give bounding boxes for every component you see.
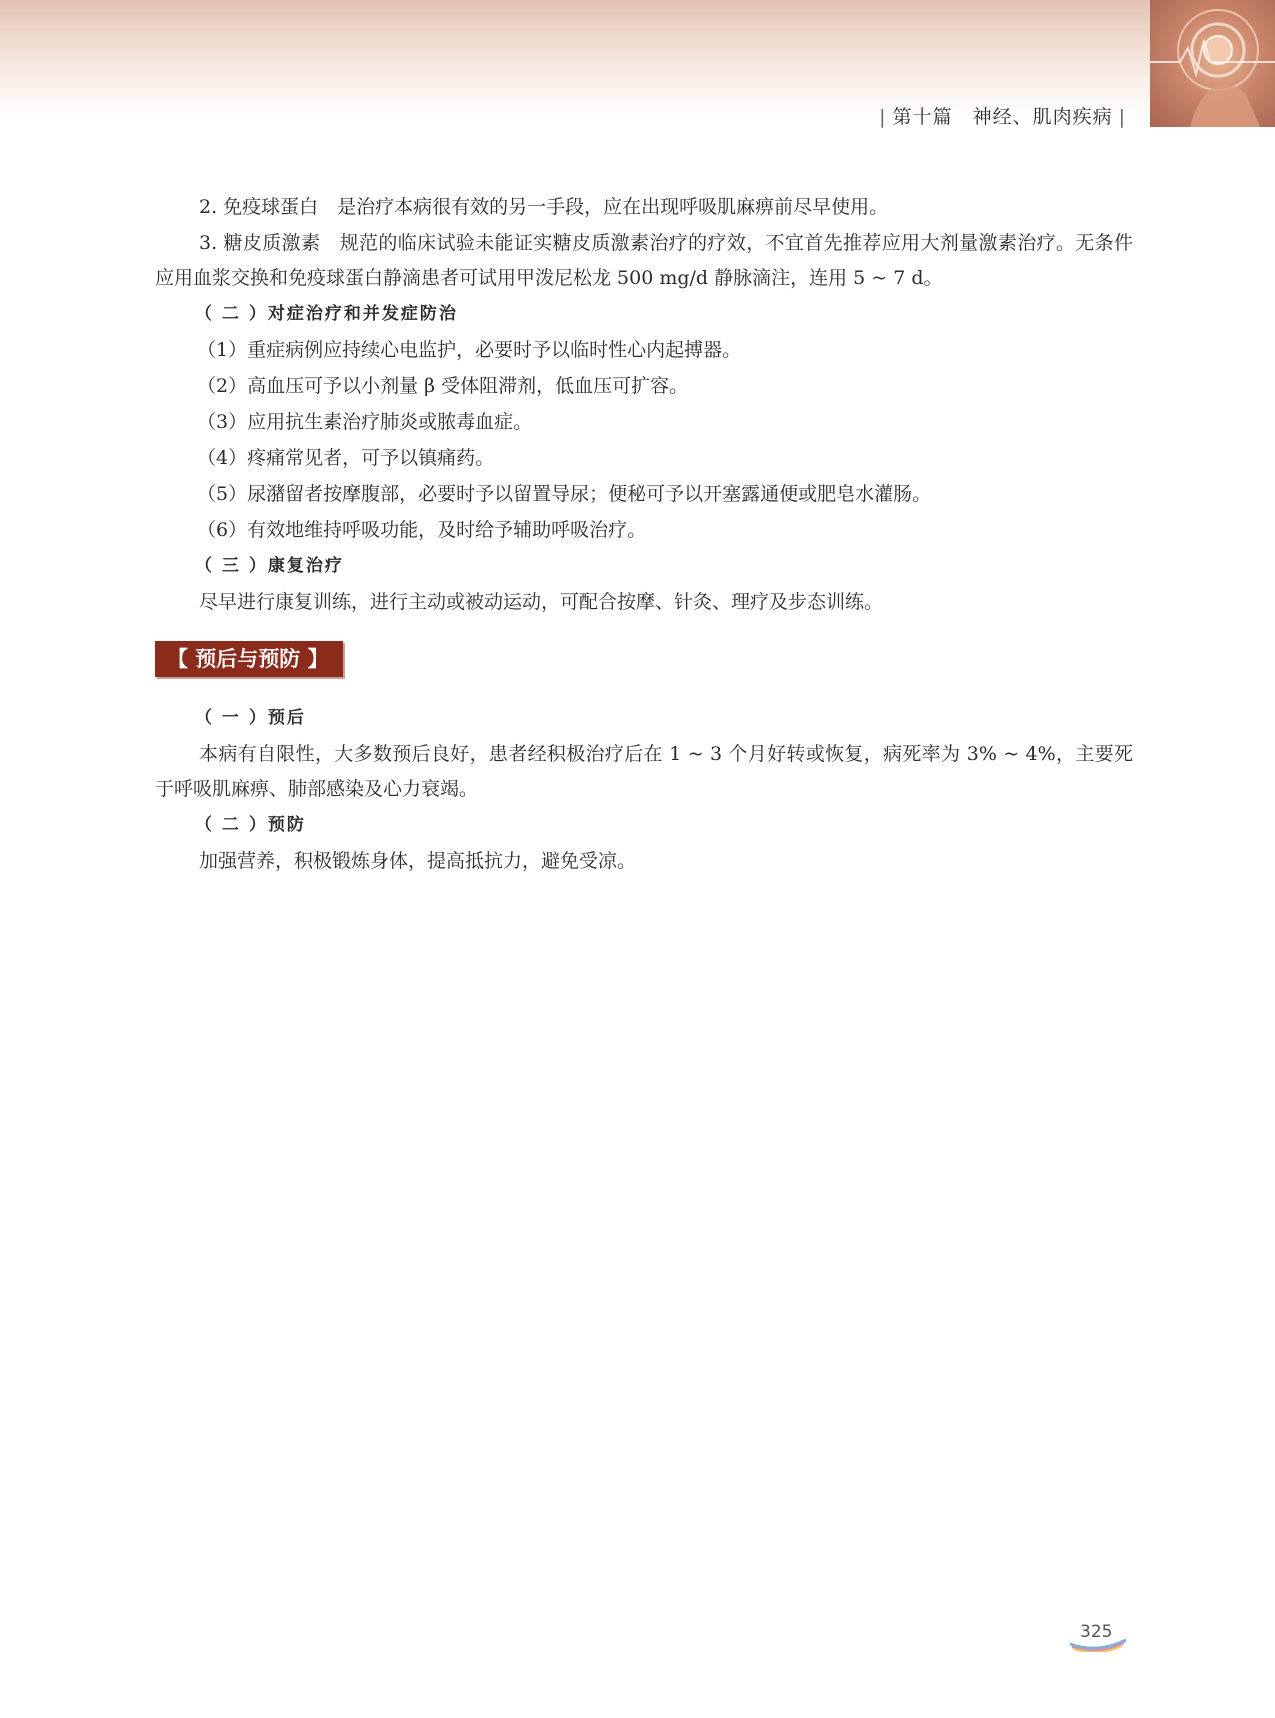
list-item: （6）有效地维持呼吸功能，及时给予辅助呼吸治疗。: [197, 519, 647, 541]
section-title-prognosis-prevention: 【 预后与预防 】: [155, 641, 343, 677]
stethoscope-heartbeat-image: [1150, 0, 1275, 127]
list-item: （5）尿潴留者按摩腹部，必要时予以留置导尿；便秘可予以开塞露通便或肥皂水灌肠。: [197, 483, 932, 505]
paragraph-corticosteroid: 3. 糖皮质激素 规范的临床试验未能证实糖皮质激素治疗的疗效，不宜首先推荐应用大剂量激素治疗。无条件应用血浆交换和免疫球蛋白静滴患者可试用甲泼尼松龙 500 mg/d 静脉滴注，连用 5 ~ 7 d。: [155, 232, 1133, 289]
list-item: （4）疼痛常见者，可予以镇痛药。: [197, 447, 495, 469]
page-content: [155, 190, 1133, 880]
paragraph-rehabilitation: 尽早进行康复训练，进行主动或被动运动，可配合按摩、针灸、理疗及步态训练。: [199, 591, 884, 613]
list-item: （3）应用抗生素治疗肺炎或脓毒血症。: [197, 411, 533, 433]
header-divider-right: |: [1118, 106, 1126, 128]
subheading-prognosis: （ 一 ）预后: [195, 708, 306, 728]
paragraph-prevention: 加强营养，积极锻炼身体，提高抵抗力，避免受凉。: [199, 850, 637, 872]
chapter-header: [873, 102, 1132, 129]
paragraph-prognosis: 本病有自限性，大多数预后良好，患者经积极治疗后在 1 ~ 3 个月好转或恢复，病死率为 3% ~ 4%，主要死于呼吸肌麻痹、肺部感染及心力衰竭。: [155, 743, 1133, 800]
paragraph-immunoglobulin: 2. 免疫球蛋白 是治疗本病很有效的另一手段，应在出现呼吸肌麻痹前尽早使用。: [199, 196, 889, 218]
page-number: 325: [1080, 1622, 1113, 1642]
subheading-symptomatic-treatment: （ 二 ）对症治疗和并发症防治: [195, 304, 458, 324]
subheading-prevention: （ 二 ）预防: [195, 815, 306, 835]
chapter-title: 第十篇 神经、肌肉疾病: [892, 106, 1113, 128]
list-item: （1）重症病例应持续心电监护，必要时予以临时性心内起搏器。: [197, 339, 742, 361]
subheading-rehabilitation: （ 三 ）康复治疗: [195, 556, 344, 576]
list-item: （2）高血压可予以小剂量 β 受体阻滞剂，低血压可扩容。: [197, 375, 689, 397]
header-divider-left: |: [879, 106, 887, 128]
